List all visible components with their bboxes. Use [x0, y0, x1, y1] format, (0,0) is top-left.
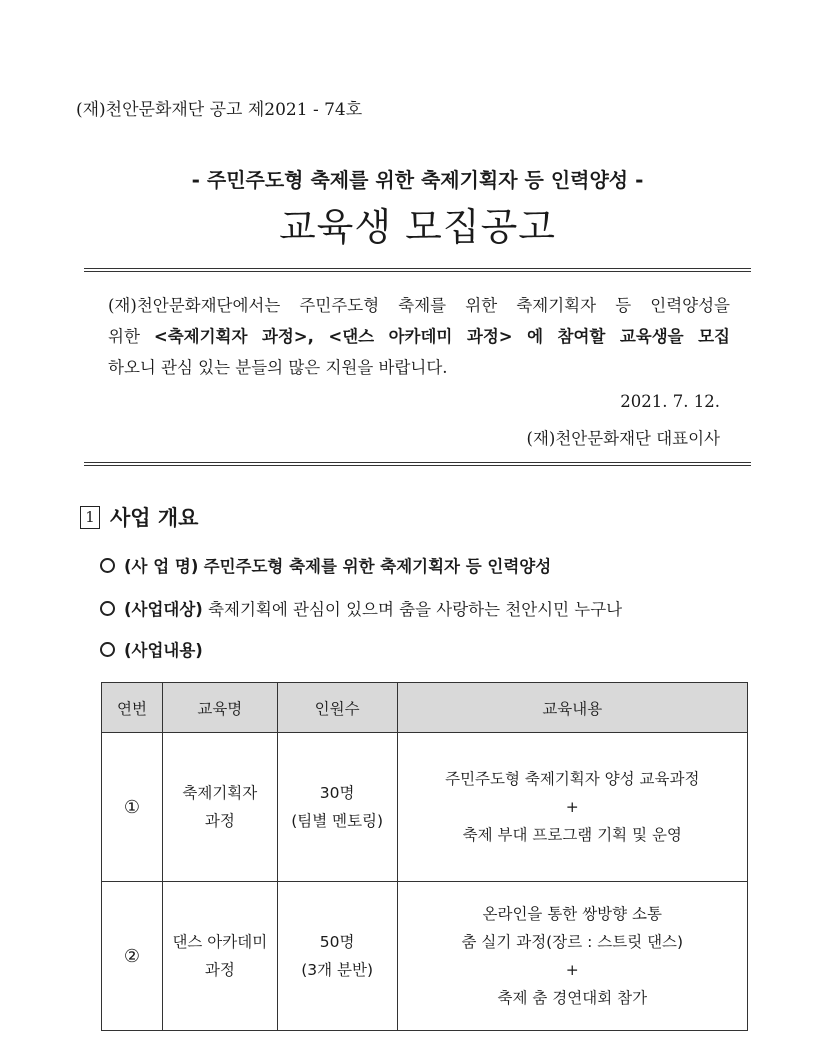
bullet-project-content [100, 637, 203, 661]
row-number: ① [102, 733, 163, 882]
course-people [277, 882, 397, 1031]
content-line: 축제 부대 프로그램 기획 및 운영 [462, 826, 682, 844]
section-title: 사업 개요 [110, 506, 199, 530]
content-line: 주민주도형 축제기획자 양성 교육과정 [445, 770, 700, 788]
bullet-text: 축제기획에 관심이 있으며 춤을 사랑하는 천안시민 누구나 [208, 600, 623, 619]
course-people [277, 733, 397, 882]
bullet-project-target [100, 596, 622, 620]
intro-line-3: 하오니 관심 있는 분들의 많은 지원을 바랍니다. [108, 358, 448, 377]
content-line: + [565, 798, 579, 816]
document-subtitle: - 주민주도형 축제를 위한 축제기획자 등 인력양성 - [191, 168, 644, 192]
intro-line-2 [108, 321, 730, 352]
course-content [397, 733, 747, 882]
table-header-row [102, 683, 748, 733]
course-name-line: 댄스 아카데미 [172, 933, 268, 951]
top-double-rule [84, 268, 751, 272]
bottom-double-rule [84, 462, 751, 466]
notice-number: (재)천안문화재단 공고 제2021 - 74호 [76, 100, 363, 120]
intro-line-2-prefix: 위한 [108, 327, 154, 346]
course-content [397, 882, 747, 1031]
notice-date: 2021. 7. 12. [620, 392, 720, 411]
header-content: 교육내용 [397, 683, 747, 733]
course-name [162, 882, 277, 1031]
table-row [102, 733, 748, 882]
people-note: (3개 분반) [301, 961, 374, 979]
circle-bullet-icon [100, 642, 115, 657]
course-name-line: 축제기획자 [182, 784, 258, 802]
bullet-label: (사업대상) [124, 600, 203, 619]
circle-bullet-icon [100, 601, 115, 616]
people-count: 30명 [319, 784, 355, 802]
people-note: (팀별 멘토링) [291, 812, 384, 830]
bullet-label: (사업내용) [124, 641, 203, 660]
row-number: ② [102, 882, 163, 1031]
course-name [162, 733, 277, 882]
bullet-text: 주민주도형 축제를 위한 축제기획자 등 인력양성 [203, 557, 552, 576]
content-line: 축제 춤 경연대회 참가 [497, 989, 648, 1007]
course-name-line: 과정 [204, 812, 235, 830]
bullet-project-name [100, 553, 551, 577]
section-number-box: 1 [80, 506, 100, 529]
intro-paragraph [108, 290, 730, 383]
content-line: 춤 실기 과정(장르 : 스트릿 댄스) [461, 933, 684, 951]
document-title: 교육생 모집공고 [278, 205, 557, 249]
people-count: 50명 [319, 933, 355, 951]
issuer: (재)천안문화재단 대표이사 [526, 429, 720, 448]
bullet-label: (사 업 명) [124, 557, 199, 576]
section-heading [80, 502, 198, 532]
intro-line-1: (재)천안문화재단에서는 주민주도형 축제를 위한 축제기획자 등 인력양성을 [108, 296, 730, 315]
education-table [101, 682, 748, 1031]
header-people: 인원수 [277, 683, 397, 733]
content-line: + [565, 961, 579, 979]
header-no: 연번 [102, 683, 163, 733]
course-name-line: 과정 [204, 961, 235, 979]
content-line: 온라인을 통한 쌍방향 소통 [482, 905, 663, 923]
header-name: 교육명 [162, 683, 277, 733]
table-row [102, 882, 748, 1031]
circle-bullet-icon [100, 558, 115, 573]
intro-line-2-bold: <축제기획자 과정>, <댄스 아카데미 과정> 에 참여할 교육생을 모집 [153, 327, 731, 346]
